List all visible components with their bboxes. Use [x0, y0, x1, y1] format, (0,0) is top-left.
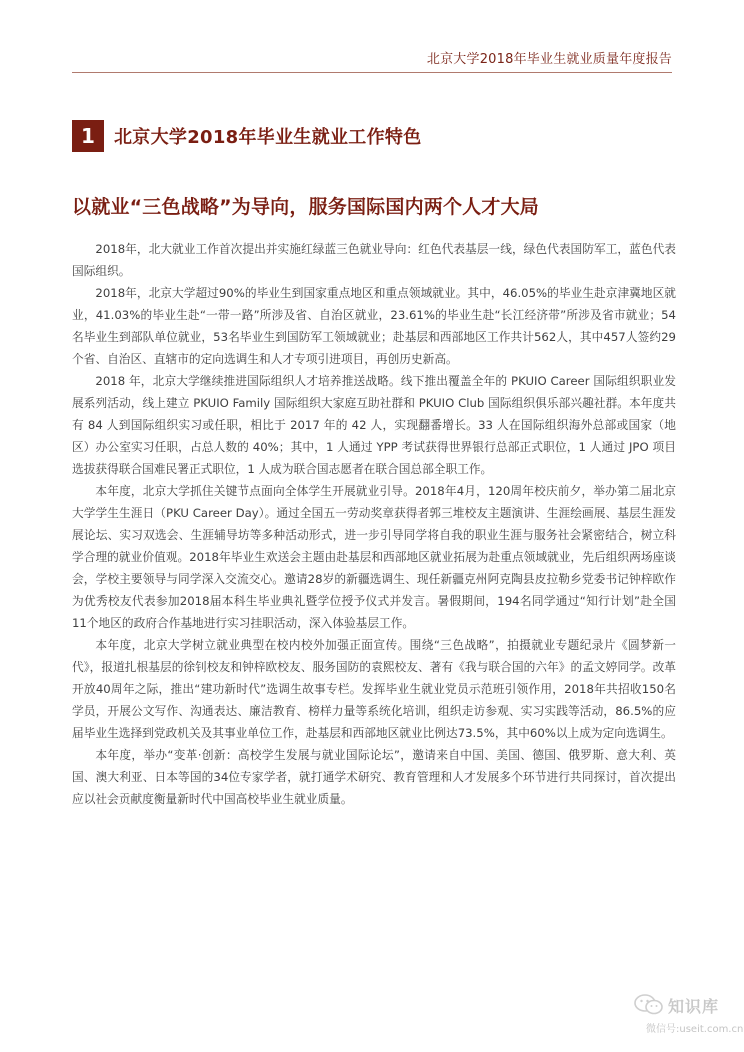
paragraph-5: 本年度，北京大学树立就业典型在校内校外加强正面宣传。围绕“三色战略”，拍摄就业专题纪录片《圆梦新一代》，报道扎根基层的徐钊校友和钟梓欧校友、服务国防的袁熙校友、著有《我与联合国的六年》的孟文婷同学。改革开放40周年之际，推出“建功新时代”选调生故事专栏。发挥毕业生就业党员示范班引领作用，2018年共招收150名学员，开展公文写作、沟通表达、廉洁教育、榜样力量等系统化培训，组织走访参观、实习实践等活动，86.5%的应届毕业生选择到党政机关及其事业单位工作，赴基层和西部地区就业比例达73.5%，其中60%以上成为定向选调生。	[72, 638, 676, 740]
paragraph-1: 2018年，北大就业工作首次提出并实施红绿蓝三色就业导向：红色代表基层一线，绿色代表国防军工，蓝色代表国际组织。	[72, 242, 676, 278]
paragraph-3: 2018 年，北京大学继续推进国际组织人才培养推送战略。线下推出覆盖全年的 PKUIO Career 国际组织职业发展系列活动，线上建立 PKUIO Family 国际组织大家庭互助社群和 PKUIO Club 国际组织俱乐部兴趣社群。本年度共有 84 人到国际组织实习或任职，相比于 2017 年的 42 人，实现翻番增长。33 人在国际组织海外总部或国家（地区）办公室实习任职，占总人数的 40%；其中，1 人通过 YPP 考试获得世界银行总部正式职位，1 人通过 JPO 项目选拔获得联合国难民署正式职位，1 人成为联合国志愿者在联合国总部全职工作。	[72, 374, 676, 476]
section-heading	[72, 120, 422, 152]
paragraph-2: 2018年，北京大学超过90%的毕业生到国家重点地区和重点领域就业。其中，46.05%的毕业生赴京津冀地区就业，41.03%的毕业生赴“一带一路”所涉及省、自治区就业，23.61%的毕业生赴“长江经济带”所涉及省市就业；54名毕业生到部队单位就业，53名毕业生到国防军工领域就业；赴基层和西部地区工作共计562人，其中457人签约29个省、自治区、直辖市的定向选调生和人才专项引进项目，再创历史新高。	[72, 286, 676, 366]
body-text	[72, 238, 676, 810]
watermark-brand: 知识库	[668, 997, 720, 1016]
header-divider	[72, 72, 672, 73]
section-number-badge: 1	[72, 120, 104, 152]
report-header-title: 北京大学2018年毕业生就业质量年度报告	[426, 52, 672, 67]
watermark-account: 微信号:useit.com.cn	[646, 1024, 744, 1035]
section-subtitle: 以就业“三色战略”为导向，服务国际国内两个人才大局	[72, 196, 539, 218]
paragraph-6: 本年度，举办“变革·创新：高校学生发展与就业国际论坛”，邀请来自中国、美国、德国、俄罗斯、意大利、英国、澳大利亚、日本等国的34位专家学者，就打通学术研究、教育管理和人才发展多个环节进行共同探讨，首次提出应以社会贡献度衡量新时代中国高校毕业生就业质量。	[72, 748, 676, 806]
wechat-icon	[634, 994, 664, 1016]
section-title: 北京大学2018年毕业生就业工作特色	[114, 127, 422, 148]
paragraph-4: 本年度，北京大学抓住关键节点面向全体学生开展就业引导。2018年4月，120周年校庆前夕，举办第二届北京大学学生生涯日（PKU Career Day）。通过全国五一劳动奖章获得者郭三堆校友主题演讲、生涯绘画展、基层生涯发展论坛、实习双选会、生涯辅导坊等多种活动形式，进一步引导同学将自我的职业生涯与服务社会紧密结合，树立科学合理的就业价值观。2018年毕业生欢送会主题由赴基层和西部地区就业拓展为赴重点领域就业，先后组织两场座谈会，学校主要领导与同学深入交流交心。邀请28岁的新疆选调生、现任新疆克州阿克陶县皮拉勒乡党委书记钟梓欧作为优秀校友代表参加2018届本科生毕业典礼暨学位授予仪式并发言。暑假期间，194名同学通过“知行计划”赴全国11个地区的政府合作基地进行实习挂职活动，深入体验基层工作。	[72, 484, 676, 630]
watermark	[634, 994, 744, 1038]
